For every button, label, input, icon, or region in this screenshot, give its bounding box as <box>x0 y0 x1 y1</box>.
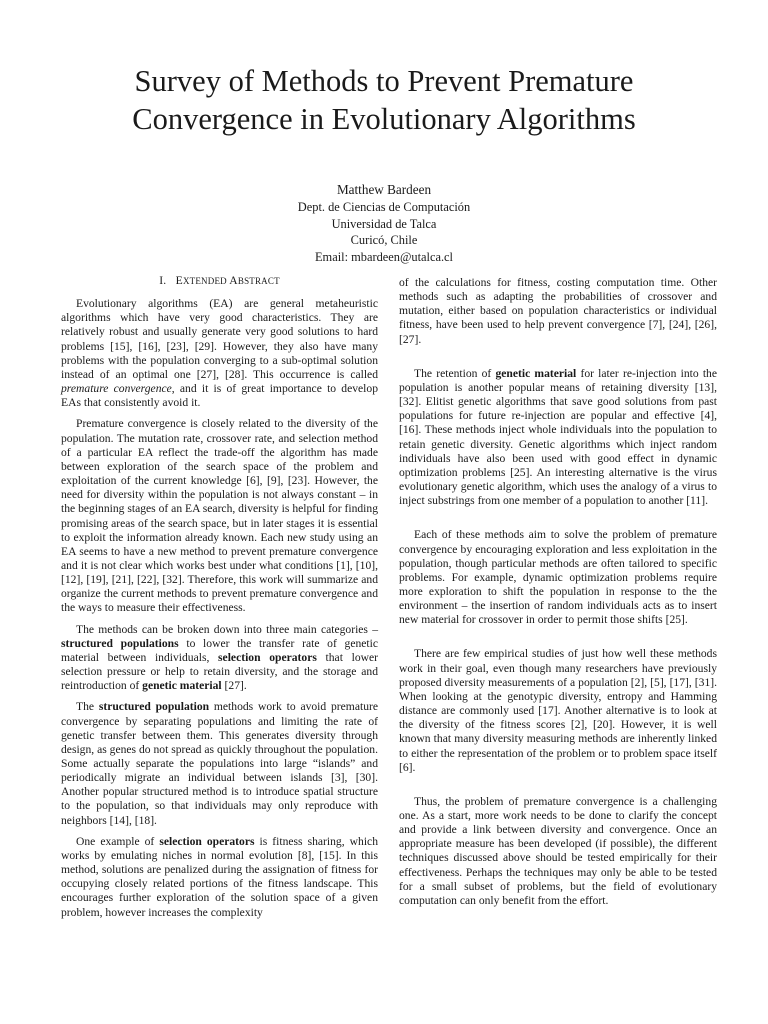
paragraph-text: to lower the transfer rate of genetic material between individuals, <box>61 636 378 664</box>
author-email: Email: mbardeen@utalca.cl <box>314 249 453 264</box>
paragraph-selection-operators <box>61 835 378 920</box>
paragraph-text: One example of <box>76 834 160 848</box>
paragraph-empirical-studies: There are few empirical studies of just how well these methods work in their goal, even though many researchers have previously proposed diversity measurements of a population [2], [5], [17], [31]. When looking at the genotypic diversity, entropy and Hamming distance are commonly used [17]. Another alternative is to look at the diversity of the fitness scores [2], [20]. However, it is well known that many diversity measuring methods are inherently linked to either the representation of the problem or to problem space itself [6]. <box>399 647 717 774</box>
paragraph-fitness-continued: of the calculations for fitness, costing computation time. Other methods such as adapting the probabilities of crossover and mutation, either based on population characteristics or individual fitness, have been used to help prevent convergence [7], [24], [26], [27]. <box>399 276 717 346</box>
title-line-2: Convergence in Evolutionary Algorithms <box>132 102 636 136</box>
bold-term: structured population <box>98 700 210 714</box>
paragraph-text: [27]. <box>221 679 247 693</box>
paragraph-structured-population <box>61 700 378 827</box>
author-university: Universidad de Talca <box>331 216 437 231</box>
paragraph-text: methods work to avoid premature convergence by separating populations and limiting the rate of genetic transfer between them. This generates diversity through design, as genes do not spread as quickly throughout the population. Some actually separate the populations into large “islands” and periodically migrate an individual between islands [3], [30]. Another popular structured method is to introduce spatial structure to the population, so that individuals may only reproduce with neighbors [14], [18]. <box>61 700 378 827</box>
section-title-rest-1: XTENDED <box>182 276 230 286</box>
paragraph-text: , and it is of great importance to develop EAs that consistently avoid it. <box>61 382 378 410</box>
paragraph-text: is fitness sharing, which works by emulating niches in normal evolution [8], [15]. In this method, solutions are penalized during the assignation of fitness for occupying closely related portions of the fitness landscape. This encourages further exploration of the solution space of a given problem, however increases the complexity <box>61 834 378 919</box>
section-heading <box>61 274 378 288</box>
paragraph-text: The retention of <box>414 366 496 380</box>
bold-term: selection operators <box>159 834 255 848</box>
section-title-initial-2: A <box>229 274 238 287</box>
title-line-1: Survey of Methods to Prevent Premature <box>134 64 634 98</box>
right-column <box>399 276 717 928</box>
bold-term: selection operators <box>218 650 317 664</box>
emphasis-term: premature convergence <box>61 382 172 396</box>
paragraph-text: The <box>76 700 99 714</box>
author-block <box>0 181 768 265</box>
paragraph-evolutionary-algorithms <box>61 297 378 410</box>
section-title-rest-2: BSTRACT <box>237 276 280 286</box>
section-number: I. <box>159 274 167 287</box>
bold-term: genetic material <box>142 679 222 693</box>
paragraph-text: for later re-injection into the population is another popular means of retaining diversity [13], [32]. Elitist genetic algorithms that save good solutions from past populations for future re-injection are popular and effective [4], [16]. These methods inject whole individuals into the population to retain genetic diversity. Genetic algorithms which inject random individuals have also been used with good effect in dynamic optimization problems [25]. An interesting alternative is the virus evolutionary genetic algorithm, which uses the analogy of a virus to inject substrings from one member of a population to another [11]. <box>399 366 717 508</box>
paragraph-genetic-material <box>399 367 717 509</box>
paragraph-text: that lower selection pressure or help to retain diversity, and the storage and reintroduction of <box>61 650 378 693</box>
paragraph-conclusion: Thus, the problem of premature convergence is a challenging one. As a start, more work needs to be done to clarify the concept and provide a link between diversity and convergence. Once an appropriate measure has been developed (if possible), the different techniques discussed above should be tested empirically for their effectiveness. Perhaps the techniques may only be able to be tested for a small subset of problems, but the field of evolutionary computation can only benefit from the effort. <box>399 794 717 907</box>
author-city: Curicó, Chile <box>350 233 418 247</box>
paragraph-premature-convergence: Premature convergence is closely related to the diversity of the population. The mutation rate, crossover rate, and selection method of a particular EA reflect the trade-off the algorithm has made between exploration of the search space of the problem and exploitation of the current knowledge [6], [9], [23]. However, the need for diversity within the population is not always constant – in the beginning stages of an EA search, diversity is helpful for finding promising areas of the search space, but in later stages it is essential to exploit the information already known. Each new study using an EA seems to have a new method to prevent premature convergence and it is not clear which works best under what conditions [1], [10], [12], [19], [21], [22], [32]. Therefore, this work will summarize and organize the current methods to prevent premature convergence and the ways to measure their effectiveness. <box>61 417 378 615</box>
author-name: Matthew Bardeen <box>336 182 432 197</box>
paper-title <box>0 62 768 138</box>
paragraph-method-categories <box>61 623 378 694</box>
section-title-initial-1: E <box>175 274 183 287</box>
left-column <box>61 274 378 927</box>
paragraph-text: The methods can be broken down into three main categories – <box>76 622 378 636</box>
author-department: Dept. de Ciencias de Computación <box>297 200 471 214</box>
bold-term: genetic material <box>495 366 577 380</box>
bold-term: structured populations <box>61 636 179 650</box>
paragraph-text: Evolutionary algorithms (EA) are general metaheuristic algorithms which have very good characteristics. They are relatively robust and usually generate very good solutions to hard problems [15], [16], [23], [29]. However, they also have many problems with the population converging to a sub-optimal solution instead of an optimal one [27], [28]. This occurrence is called <box>61 297 378 381</box>
paragraph-method-aims: Each of these methods aim to solve the problem of premature convergence by encouraging exploration and less exploitation in the population, though particular methods are often tailored to specific problems. For example, dynamic optimization problems require more exploration to shift the population in response to the the environment – the insertion of random individuals acts as to insert new material for crossover in order to permit those shifts [25]. <box>399 528 717 627</box>
